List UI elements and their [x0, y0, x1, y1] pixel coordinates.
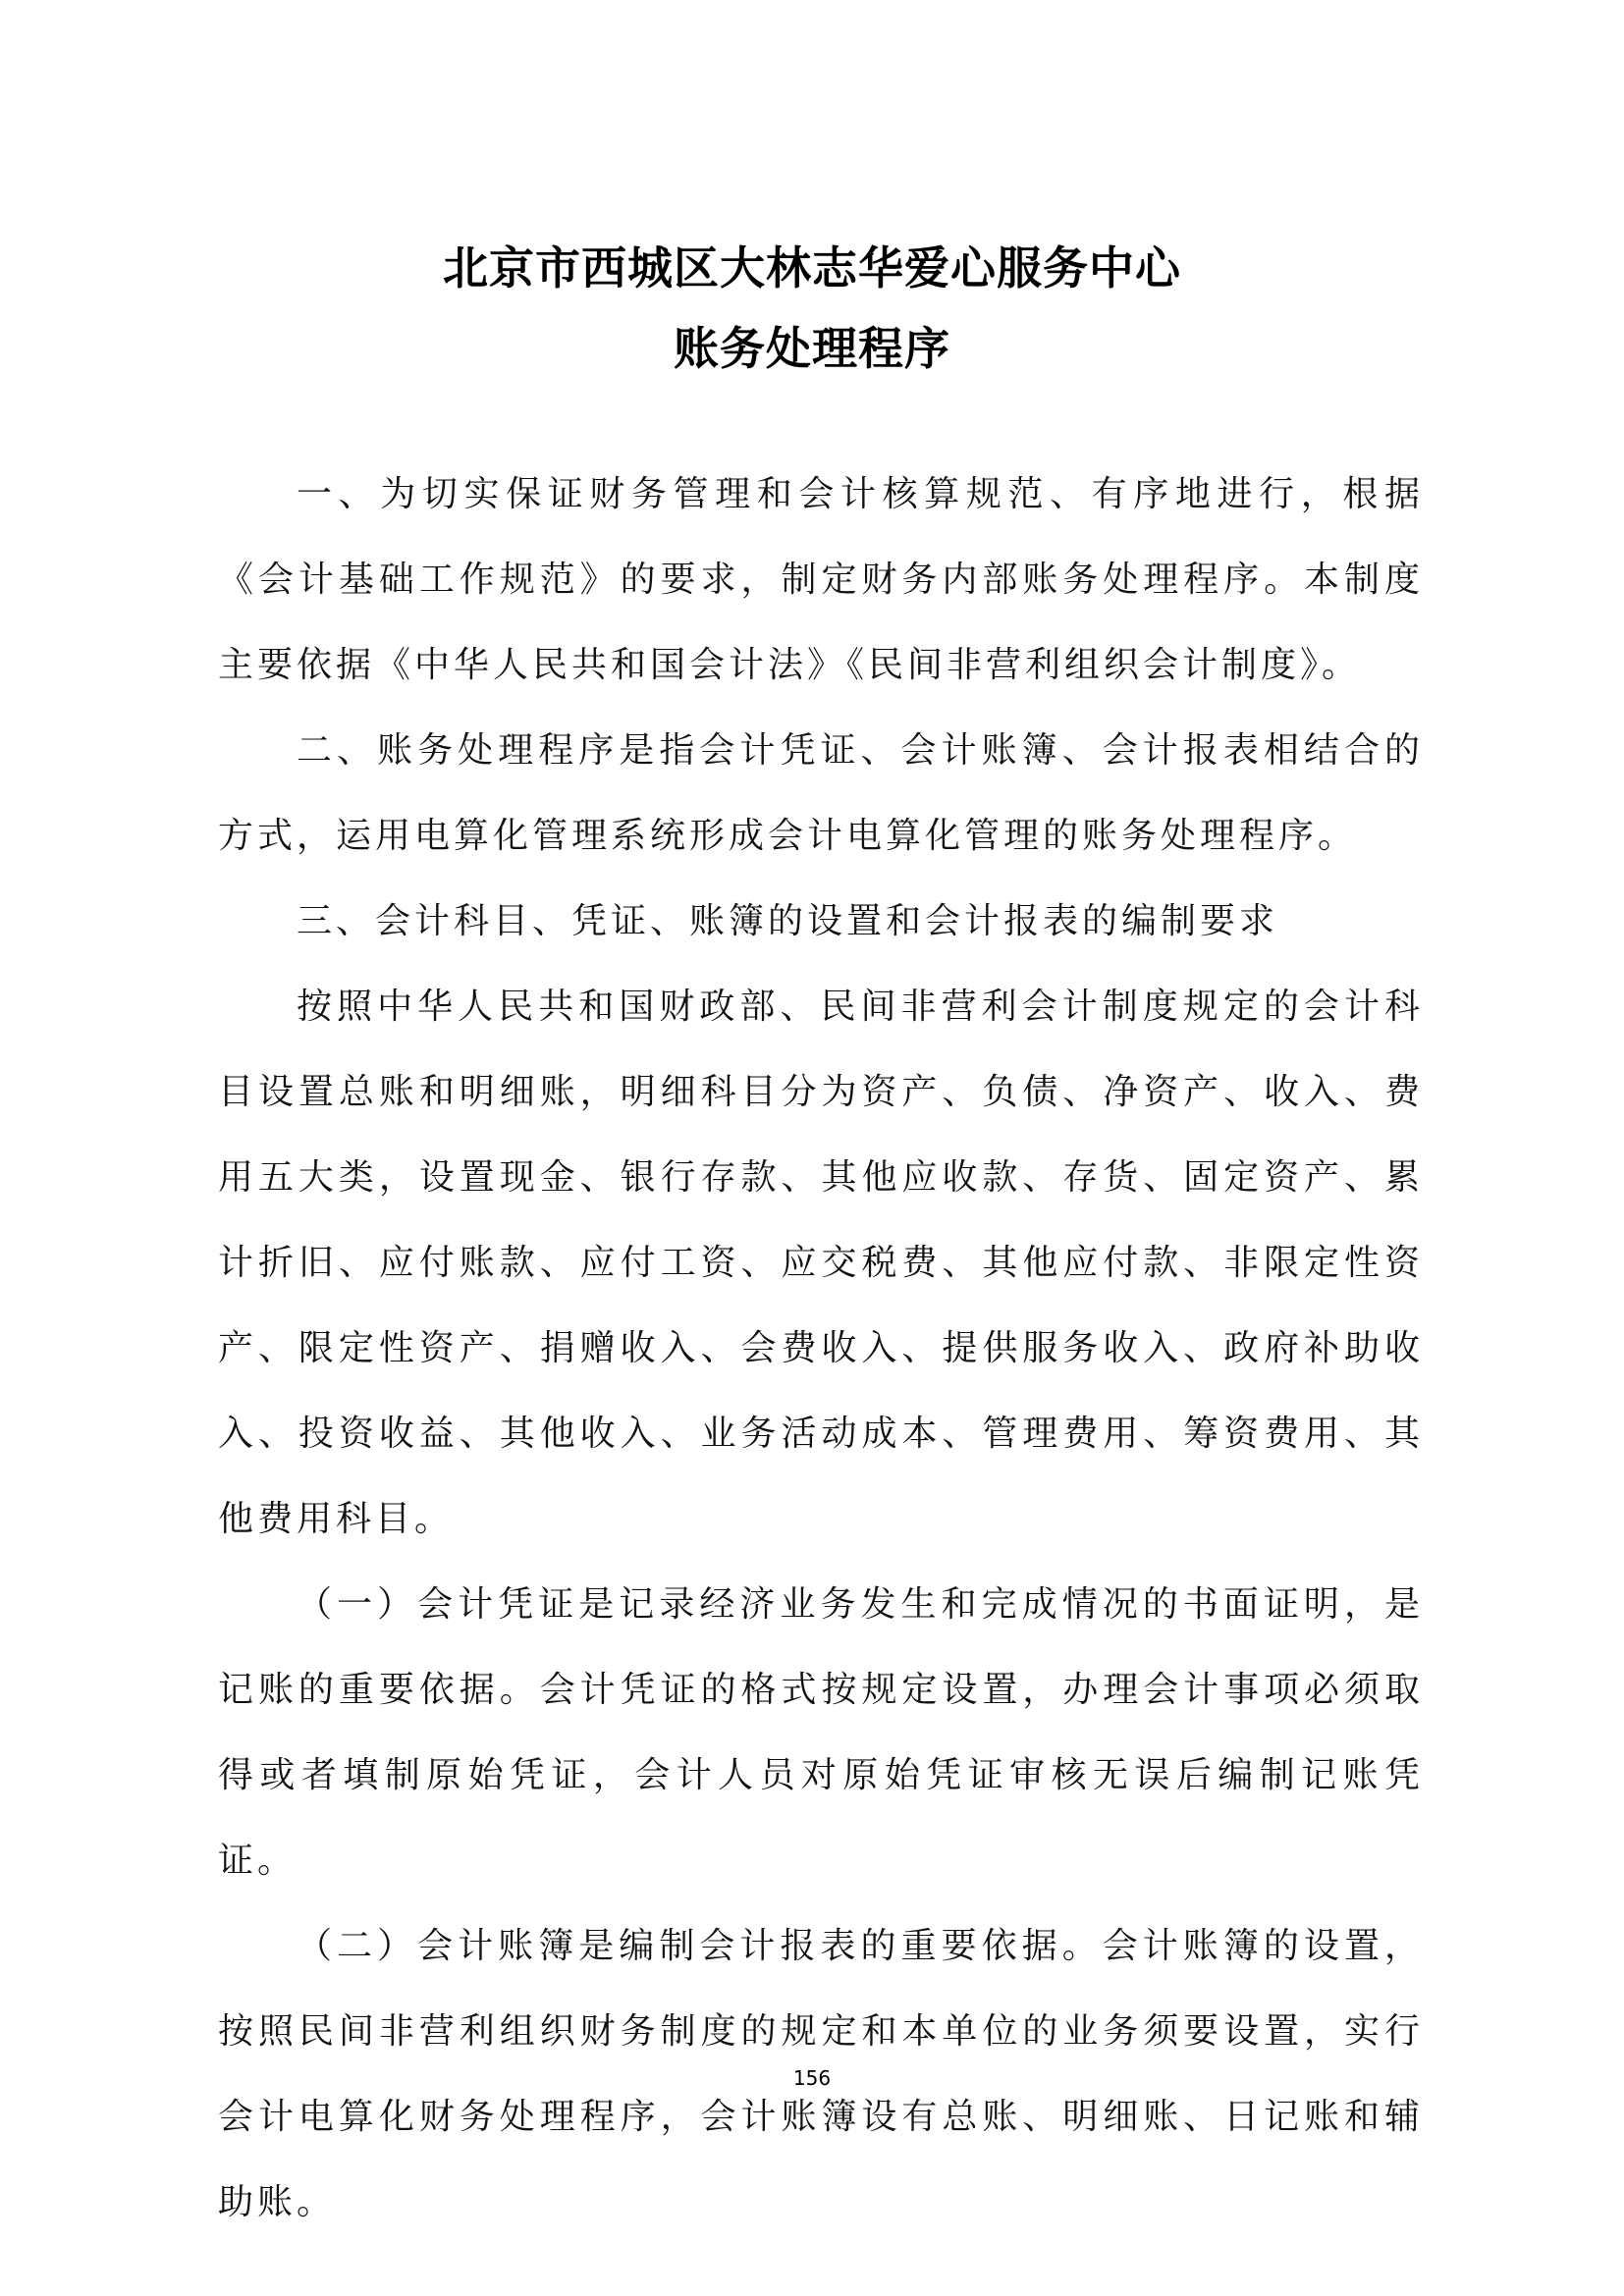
- paragraph-6: （二）会计账簿是编制会计报表的重要依据。会计账簿的设置，按照民间非营利组织财务制度的规定和本单位的业务须要设置，实行会计电算化财务处理程序，会计账簿设有总账、明细账、日记账和辅助账。: [218, 1926, 1424, 2222]
- paragraph-4: 按照中华人民共和国财政部、民间非营利会计制度规定的会计科目设置总账和明细账，明细科目分为资产、负债、净资产、收入、费用五大类，设置现金、银行存款、其他应收款、存货、固定资产、累计折旧、应付账款、应付工资、应交税费、其他应付款、非限定性资产、限定性资产、捐赠收入、会费收入、提供服务收入、政府补助收入、投资收益、其他收入、业务活动成本、管理费用、筹资费用、其他费用科目。: [218, 987, 1424, 1539]
- paragraph-1: 一、为切实保证财务管理和会计核算规范、有序地进行，根据《会计基础工作规范》的要求，制定财务内部账务处理程序。本制度主要依据《中华人民共和国会计法》《民间非营利组织会计制度》。: [218, 474, 1424, 685]
- document-body: [218, 452, 1424, 2245]
- title-line-organization: 北京市西城区大林志华爱心服务中心: [443, 241, 1181, 294]
- paragraph-5: （一）会计凭证是记录经济业务发生和完成情况的书面证明，是记账的重要依据。会计凭证的格式按规定设置，办理会计事项必须取得或者填制原始凭证，会计人员对原始凭证审核无误后编制记账凭证。: [218, 1584, 1424, 1881]
- paragraph-2: 二、账务处理程序是指会计凭证、会计账簿、会计报表相结合的方式，运用电算化管理系统形成会计电算化管理的账务处理程序。: [218, 730, 1424, 856]
- paragraph-3: 三、会计科目、凭证、账簿的设置和会计报表的编制要求: [297, 901, 1279, 941]
- title-line-subject: 账务处理程序: [674, 322, 950, 375]
- page-number: 156: [792, 2066, 832, 2090]
- document-title: [0, 228, 1624, 389]
